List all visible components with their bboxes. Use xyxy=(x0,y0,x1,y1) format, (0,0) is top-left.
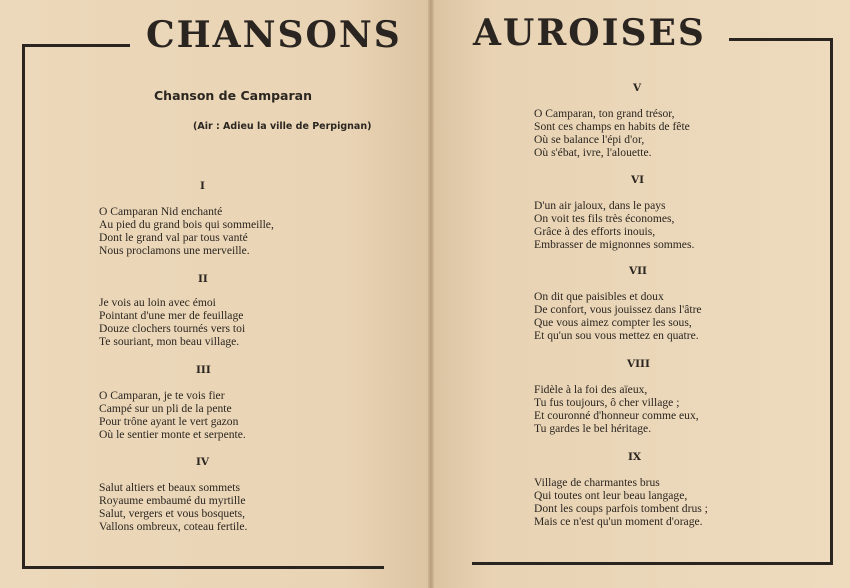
verse-line: On dit que paisibles et doux xyxy=(534,290,664,303)
left-frame-top-rule xyxy=(22,44,130,47)
verse-line: Village de charmantes brus xyxy=(534,476,660,489)
page-fold xyxy=(428,0,434,588)
stanza-numeral: II xyxy=(198,273,208,285)
stanza xyxy=(534,199,694,251)
stanza xyxy=(99,481,247,533)
verse-line: Au pied du grand bois qui sommeille, xyxy=(99,218,274,231)
verse-line: Tu fus toujours, ô cher village ; xyxy=(534,396,680,409)
stanza xyxy=(99,389,246,441)
left-frame-bottom-rule xyxy=(22,566,384,569)
right-frame-right-rule xyxy=(830,38,833,565)
song-title: Chanson de Camparan xyxy=(154,88,312,103)
verse-line: O Camparan, je te vois fier xyxy=(99,389,225,402)
verse-line: Douze clochers tournés vers toi xyxy=(99,322,246,335)
verse-line: Fidèle à la foi des aïeux, xyxy=(534,383,648,396)
stanza xyxy=(99,205,274,257)
verse-line: Te souriant, mon beau village. xyxy=(99,335,240,348)
stanza-numeral: VI xyxy=(631,174,645,186)
stanza-numeral: III xyxy=(196,364,211,376)
verse-line: Pour trône ayant le vert gazon xyxy=(99,415,239,428)
verse-line: D'un air jaloux, dans le pays xyxy=(534,199,666,212)
stanza-numeral: VIII xyxy=(627,358,650,370)
verse-line: Mais ce n'est qu'un moment d'orage. xyxy=(534,515,703,528)
stanza-numeral: V xyxy=(633,82,642,94)
verse-line: Campé sur un pli de la pente xyxy=(99,402,232,415)
verse-line: Nous proclamons une merveille. xyxy=(99,244,250,257)
stanza-numeral: IX xyxy=(628,451,642,463)
title-left: CHANSONS xyxy=(146,14,402,56)
stanza-numeral: VII xyxy=(629,265,647,277)
verse-line: Vallons ombreux, coteau fertile. xyxy=(99,520,248,533)
verse-line: O Camparan Nid enchanté xyxy=(99,205,223,218)
verse-line: Qui toutes ont leur beau langage, xyxy=(534,489,688,502)
verse-line: Où le sentier monte et serpente. xyxy=(99,428,246,441)
verse-line: Salut altiers et beaux sommets xyxy=(99,481,241,494)
verse-line: O Camparan, ton grand trésor, xyxy=(534,107,675,120)
verse-line: Dont le grand val par tous vanté xyxy=(99,231,248,244)
verse-line: Sont ces champs en habits de fête xyxy=(534,120,690,133)
verse-line: Tu gardes le bel héritage. xyxy=(534,422,652,435)
verse-line: De confort, vous jouissez dans l'âtre xyxy=(534,303,702,316)
verse-line: Dont les coups parfois tombent drus ; xyxy=(534,502,708,515)
right-frame-top-rule xyxy=(729,38,833,41)
stanza xyxy=(534,476,708,528)
stanza xyxy=(99,296,245,348)
verse-line: Où se balance l'épi d'or, xyxy=(534,133,645,146)
song-air: (Air : Adieu la ville de Perpignan) xyxy=(193,121,372,132)
verse-line: Que vous aimez compter les sous, xyxy=(534,316,692,329)
verse-line: Et qu'un sou vous mettez en quatre. xyxy=(534,329,699,342)
verse-line: Embrasser de mignonnes sommes. xyxy=(534,238,695,251)
verse-line: Je vois au loin avec émoi xyxy=(99,296,216,309)
title-right: AUROISES xyxy=(473,12,706,54)
stanza xyxy=(534,383,699,435)
left-frame-left-rule xyxy=(22,44,25,569)
right-frame-bottom-rule xyxy=(472,562,833,565)
stanza-numeral: IV xyxy=(196,456,210,468)
verse-line: Pointant d'une mer de feuillage xyxy=(99,309,244,322)
verse-line: Et couronné d'honneur comme eux, xyxy=(534,409,699,422)
verse-line: Grâce à des efforts inouis, xyxy=(534,225,656,238)
verse-line: On voit tes fils très économes, xyxy=(534,212,675,225)
verse-line: Salut, vergers et vous bosquets, xyxy=(99,507,245,520)
stanza xyxy=(534,107,690,159)
verse-line: Où s'ébat, ivre, l'alouette. xyxy=(534,146,652,159)
stanza-numeral: I xyxy=(200,180,205,192)
stanza xyxy=(534,290,702,342)
verse-line: Royaume embaumé du myrtille xyxy=(99,494,246,507)
